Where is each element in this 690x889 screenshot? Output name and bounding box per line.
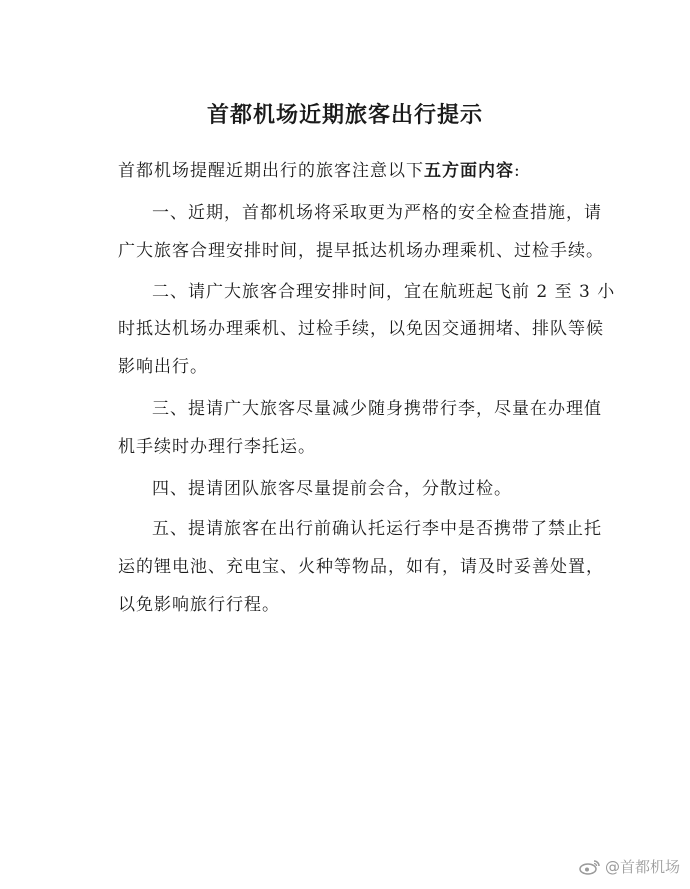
intro-end: : xyxy=(514,161,521,181)
item-2-line-3: 影响出行。 xyxy=(118,357,208,377)
item-2-line-1: 二、请广大旅客合理安排时间，宜在航班起飞前 2 至 3 小 xyxy=(152,282,616,302)
item-5-line-2: 运的锂电池、充电宝、火种等物品，如有，请及时妥善处置， xyxy=(118,557,604,577)
item-5-line-1: 五、提请旅客在出行前确认托运行李中是否携带了禁止托 xyxy=(152,519,602,539)
item-5-line-3: 以免影响旅行行程。 xyxy=(118,595,280,615)
watermark-text: @首都机场 xyxy=(604,858,680,876)
item-1-line-2: 广大旅客合理安排时间，提早抵达机场办理乘机、过检手续。 xyxy=(118,241,604,261)
item-3-line-1: 三、提请广大旅客尽量减少随身携带行李，尽量在办理值 xyxy=(152,399,602,419)
weibo-icon xyxy=(579,859,601,875)
document-title: 首都机场近期旅客出行提示 xyxy=(206,103,483,128)
item-2-line-2: 时抵达机场办理乘机、过检手续，以免因交通拥堵、排队等候 xyxy=(118,319,604,339)
item-3-line-2: 机手续时办理行李托运。 xyxy=(118,437,316,457)
intro-paragraph xyxy=(118,160,618,182)
weibo-watermark xyxy=(579,856,680,877)
intro-emphasis: 五方面内容 xyxy=(424,161,514,181)
item-1-line-1: 一、近期，首都机场将采取更为严格的安全检查措施，请 xyxy=(152,203,602,223)
item-4-line-1: 四、提请团队旅客尽量提前会合，分散过检。 xyxy=(152,479,512,499)
intro-text: 首都机场提醒近期出行的旅客注意以下 xyxy=(118,161,424,181)
